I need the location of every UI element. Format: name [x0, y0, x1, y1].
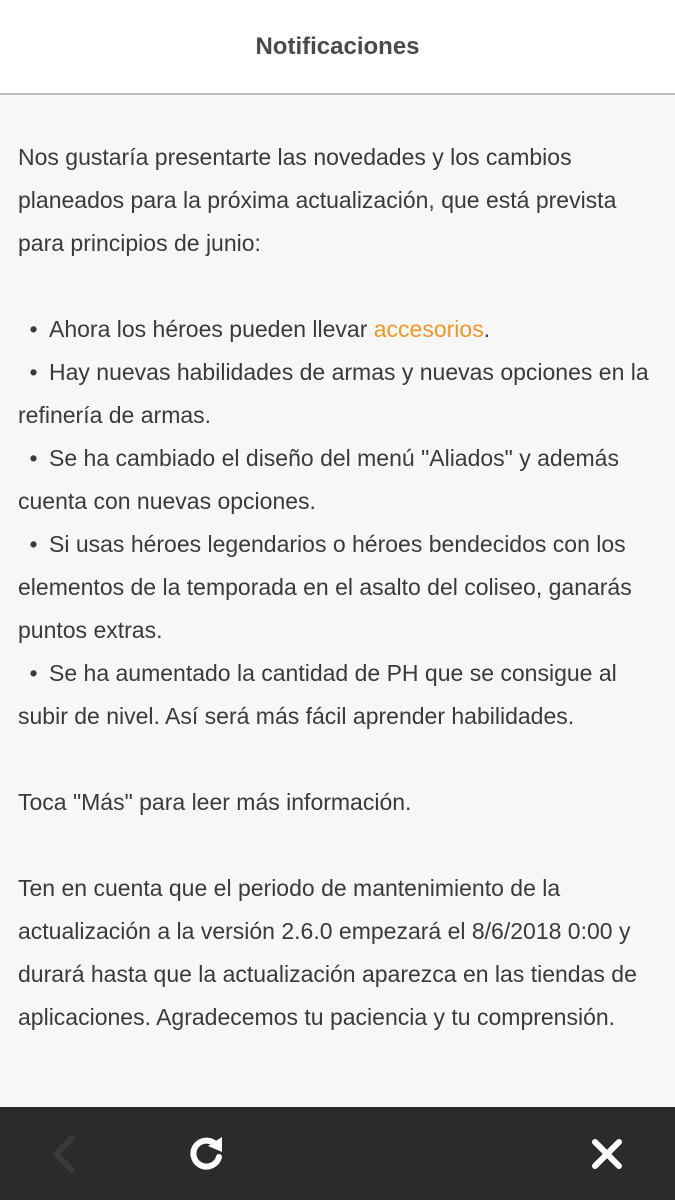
- bullet-item: [18, 351, 663, 437]
- bullet-text: Se ha aumentado la cantidad de PH que se consigue al subir de nivel. Así será más fácil aprender habilidades.: [18, 660, 617, 729]
- bullet-dot: •: [29, 359, 38, 385]
- chevron-left-icon: [48, 1134, 78, 1174]
- bullet-text: Si usas héroes legendarios o héroes bendecidos con los elementos de la temporada en el asalto del coliseo, ganarás puntos extras.: [18, 531, 632, 643]
- bullet-text: Ahora los héroes pueden llevar: [49, 316, 374, 342]
- reload-button[interactable]: [181, 1129, 231, 1179]
- bullet-text: Se ha cambiado el diseño del menú "Aliados" y además cuenta con nuevas opciones.: [18, 445, 619, 514]
- bottom-nav-bar: [0, 1107, 675, 1200]
- bullet-dot: •: [29, 660, 38, 686]
- bullet-dot: •: [29, 445, 38, 471]
- bullet-dot: •: [29, 531, 38, 557]
- header-bar: [0, 0, 675, 95]
- back-button[interactable]: [38, 1129, 88, 1179]
- bullet-dot: •: [29, 316, 38, 342]
- close-icon: [590, 1137, 624, 1171]
- bullet-item: [18, 308, 663, 351]
- more-info-paragraph: Toca "Más" para leer más información.: [18, 789, 412, 815]
- maintenance-paragraph: Ten en cuenta que el periodo de mantenimiento de la actualización a la versión 2.6.0 empezará el 8/6/2018 0:00 y durará hasta que la actualización aparezca en las tiendas de aplicaciones. Agradecemos tu paciencia y tu comprensión.: [18, 875, 637, 1030]
- bullet-text: Hay nuevas habilidades de armas y nuevas opciones en la refinería de armas.: [18, 359, 649, 428]
- close-button[interactable]: [582, 1129, 632, 1179]
- intro-paragraph: Nos gustaría presentarte las novedades y los cambios planeados para la próxima actualización, que está prevista para principios de junio:: [18, 144, 617, 256]
- accessories-link[interactable]: accesorios: [373, 316, 484, 342]
- bullet-item: [18, 652, 663, 738]
- bullet-item: [18, 523, 663, 652]
- bullet-item: [18, 437, 663, 523]
- notification-body: [18, 136, 663, 1039]
- bullet-text-end: .: [483, 316, 491, 342]
- reload-icon: [184, 1132, 228, 1176]
- page-title: Notificaciones: [255, 32, 420, 60]
